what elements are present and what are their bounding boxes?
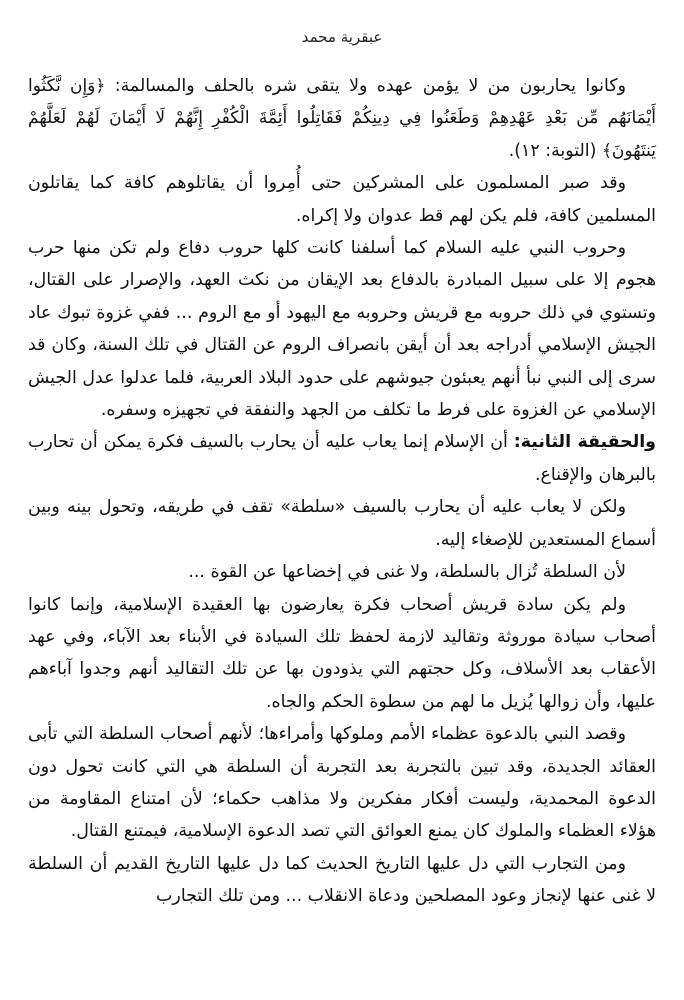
quran-verse: ﴿وَإِن نَّكَثُوا أَيْمَانَهُم مِّن بَعْدِ عَهْدِهِمْ وَطَعَنُوا فِي دِينِكُمْ فَقَاتِلُوا أَئِمَّةَ الْكُفْرِ إِنَّهُمْ لَا أَيْمَانَ لَهُمْ لَعَلَّهُمْ يَنتَهُونَ﴾ (28, 76, 656, 161)
paragraph-5: ولكن لا يعاب عليه أن يحارب بالسيف «سلطة» تقف في طريقه، وتحول بينه وبين أسماع المستعدين للإصغاء إليه. (28, 497, 656, 550)
running-header: عبقرية محمد (301, 28, 383, 46)
paragraph-8: وقصد النبي بالدعوة عظماء الأمم وملوكها وأمراءها؛ لأنهم أصحاب السلطة التي تأبى العقائد الجديدة، وقد تبين بالتجربة بعد التجربة أن السلطة هي التي كانت تحول دون الدعوة المحمدية، وليست أفكار مفكرين ولا مذاهب حكماء؛ لأن امتناع المقاومة من هؤلاء العظماء والملوك كان يمنع العوائق التي تصد الدعوة الإسلامية، فيمتنع القتال. (28, 724, 656, 842)
body-text (28, 70, 656, 913)
paragraph-1 (28, 70, 656, 167)
section-lead: والحقيقة الثانية: (513, 432, 656, 453)
paragraph-3: وحروب النبي عليه السلام كما أسلفنا كانت كلها حروب دفاع ولم تكن منها حرب هجوم إلا على سبيل المبادرة بالدفاع بعد الإيقان من نكث العهد، والإصرار على القتال، وتستوي في ذلك حروبه مع قريش وحروبه مع اليهود أو مع الروم ... ففي غزوة تبوك عاد الجيش الإسلامي أدراجه بعد أن أيقن بانصراف الروم عن القتال في تلك السنة، وكان قد سرى إلى النبي نبأ أنهم يعبئون جيوشهم على حدود البلاد العربية، فلما عدلوا عدل الجيش الإسلامي عن الغزوة على فرط ما تكلف من الجهد والنفقة في تجهيزه وسفره. (28, 238, 656, 421)
quran-citation: (التوبة: ١٢). (508, 140, 602, 161)
paragraph-6: لأن السلطة تُزال بالسلطة، ولا غنى في إخضاعها عن القوة ... (188, 562, 626, 583)
paragraph-1-intro: وكانوا يحاربون من لا يؤمن عهده ولا يتقى شره بالحلف والمسالمة: (105, 76, 626, 96)
paragraph-2: وقد صبر المسلمون على المشركين حتى أُمِروا أن يقاتلوهم كافة كما يقاتلون المسلمين كافة، فلم يكن لهم قط عدوان ولا إكراه. (28, 173, 656, 226)
book-page (28, 0, 656, 1000)
paragraph-9: ومن التجارب التي دل عليها التاريخ الحديث كما دل عليها التاريخ القديم أن السلطة لا غنى عنها لإنجاز وعود المصلحين ودعاة الانقلاب ... ومن تلك التجارب (28, 853, 656, 907)
paragraph-4-text: أن الإسلام إنما يعاب عليه أن يحارب بالسيف فكرة يمكن أن تحارب بالبرهان والإقناع. (28, 432, 656, 485)
paragraph-4 (28, 426, 656, 491)
paragraph-7: ولم يكن سادة قريش أصحاب فكرة يعارضون بها العقيدة الإسلامية، وإنما كانوا أصحاب سيادة موروثة وتقاليد لازمة لحفظ تلك السيادة في الأبناء بعد الآباء، وفي عهد الأعقاب بعد الأسلاف، وكل حجتهم التي يذودون بها عن تلك التقاليد أنهم وجدوا آباءهم عليها، وأن زوالها يُزيل ما لهم من سطوة الحكم والجاه. (28, 594, 656, 712)
